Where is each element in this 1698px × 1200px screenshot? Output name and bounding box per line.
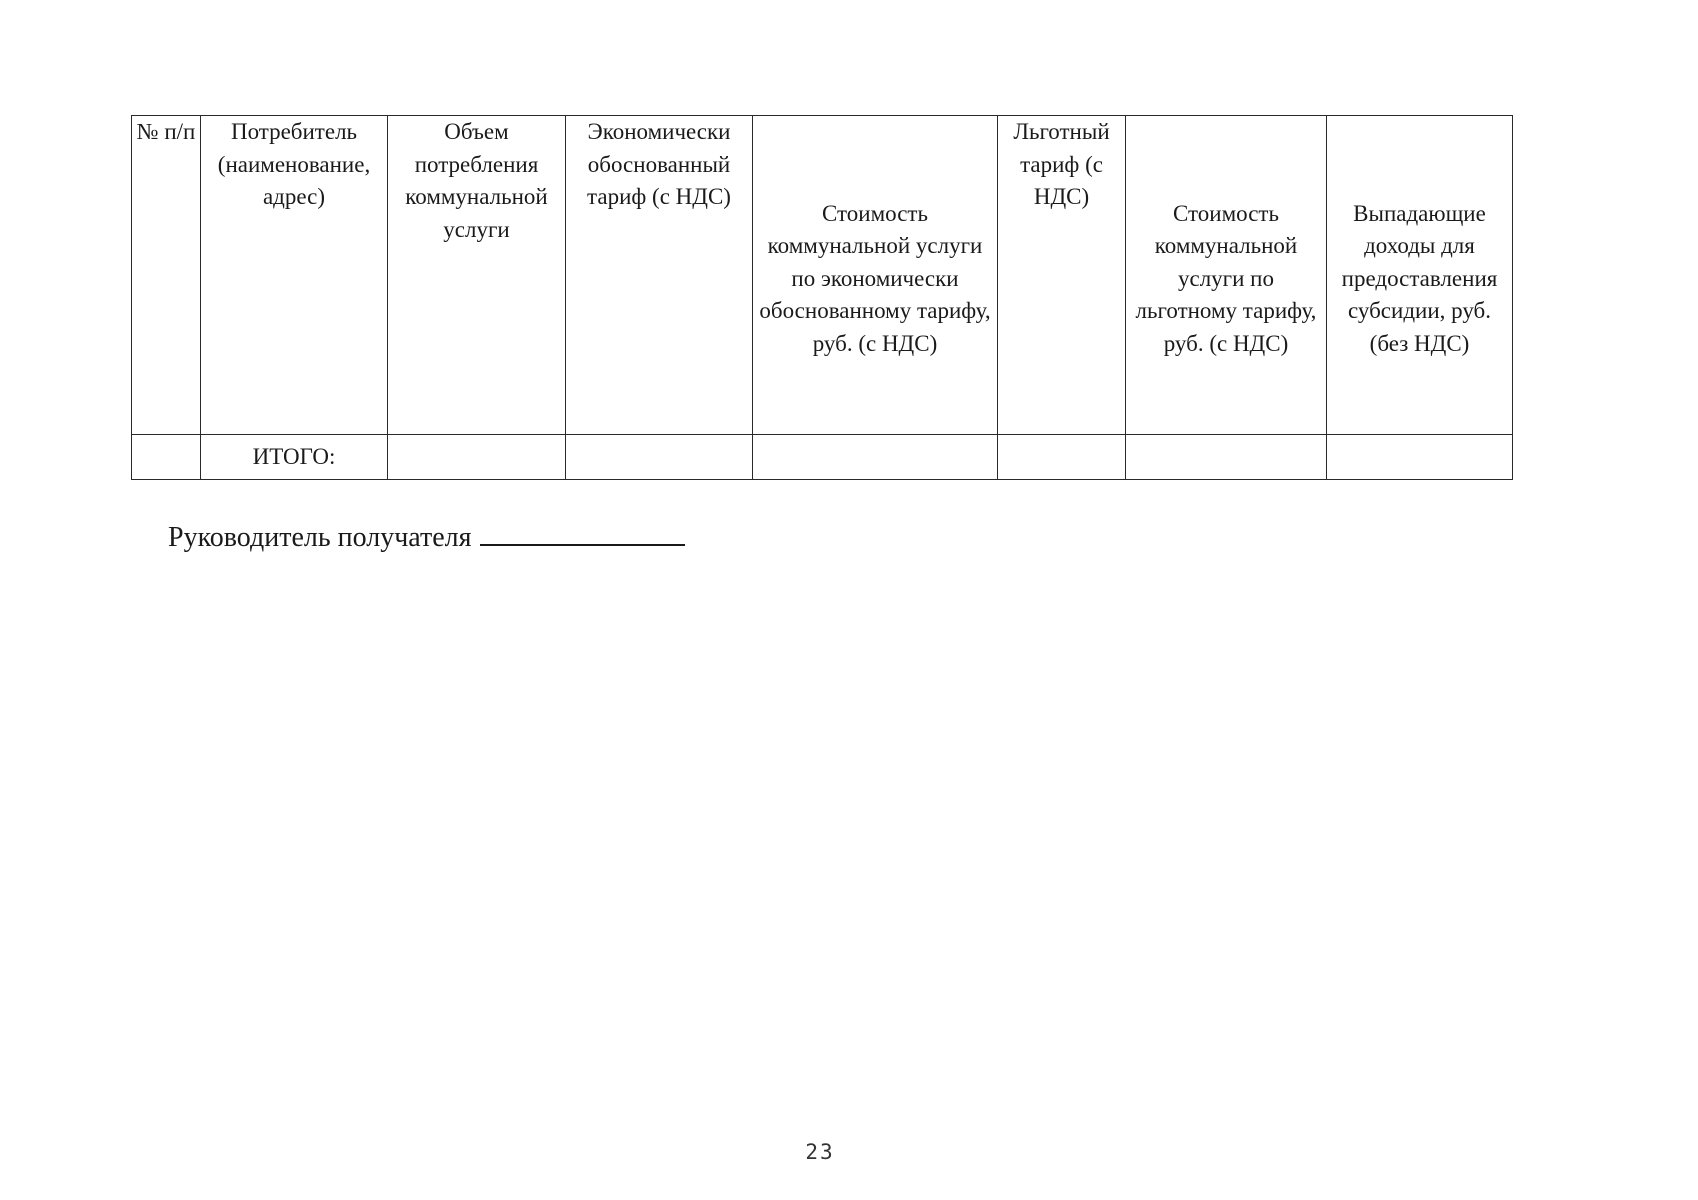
- header-cell-consumer: Потребитель (наименование, адрес): [201, 116, 388, 435]
- total-cell-economic-tariff: [566, 435, 753, 480]
- signature-line: [168, 520, 685, 555]
- total-cell-cost-economic-tariff: [753, 435, 998, 480]
- signature-blank: [480, 520, 685, 546]
- header-cell-cost-preferential-tariff: [1126, 116, 1327, 435]
- signature-label: Руководитель получателя: [168, 522, 472, 553]
- table-header-row: [132, 116, 1513, 435]
- total-cell-preferential-tariff: [998, 435, 1126, 480]
- total-cell-number: [132, 435, 201, 480]
- subsidy-calculation-table: [131, 115, 1513, 480]
- total-cell-consumption-volume: [388, 435, 566, 480]
- header-cell-consumption-volume: Объем потребления коммунальной услуги: [388, 116, 566, 435]
- header-text-cost-preferential-tariff: Стоимость коммунальной услуги по льготному тарифу, руб. (с НДС): [1135, 200, 1317, 356]
- page-number: 23: [805, 1140, 835, 1164]
- header-cell-lost-income: [1327, 116, 1513, 435]
- header-cell-number: № п/п: [132, 116, 201, 435]
- total-label-cell: ИТОГО:: [201, 435, 388, 480]
- total-cell-lost-income: [1327, 435, 1513, 480]
- header-cell-preferential-tariff: Льготный тариф (с НДС): [998, 116, 1126, 435]
- header-text-lost-income: Выпадающие доходы для предоставления субсидии, руб. (без НДС): [1341, 200, 1498, 356]
- header-cell-economic-tariff: Экономически обоснованный тариф (с НДС): [566, 116, 753, 435]
- table-total-row: [132, 435, 1513, 480]
- header-text-cost-economic-tariff: Стоимость коммунальной услуги по экономически обоснованному тарифу, руб. (с НДС): [759, 200, 991, 356]
- header-cell-cost-economic-tariff: [753, 116, 998, 435]
- total-cell-cost-preferential-tariff: [1126, 435, 1327, 480]
